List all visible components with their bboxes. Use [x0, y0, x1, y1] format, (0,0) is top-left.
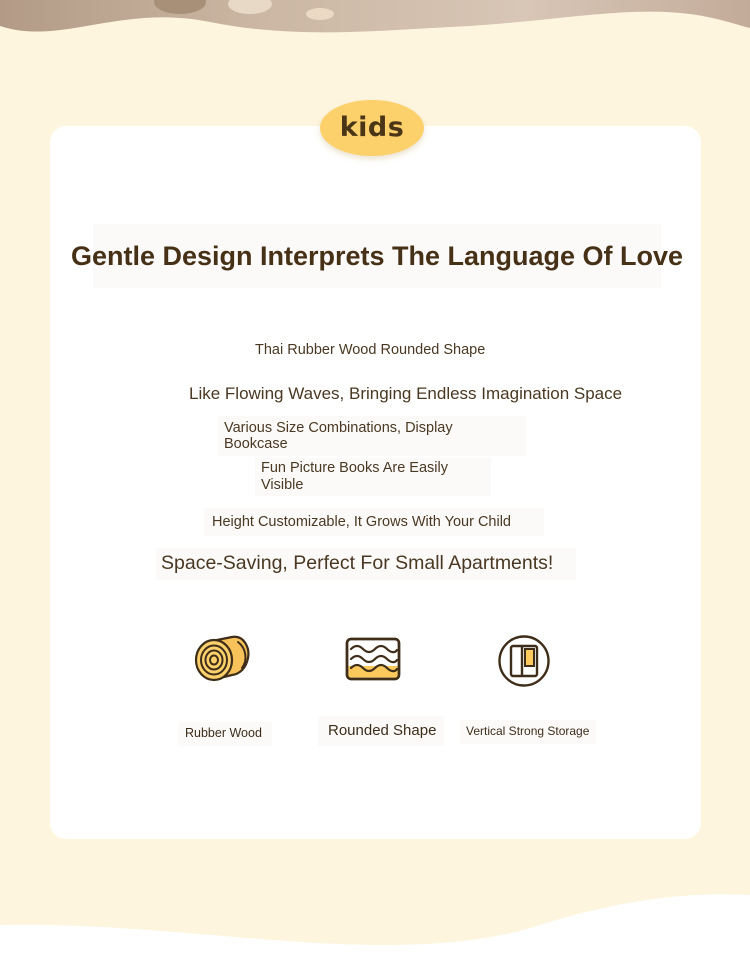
- feature-label-rounded-shape: [318, 716, 444, 746]
- feature-label-vertical-storage: [460, 720, 596, 744]
- bottom-wave: [0, 855, 750, 975]
- kids-badge-label: kids: [339, 111, 405, 143]
- vertical-storage-icon: [497, 634, 551, 688]
- top-photo-strip: [0, 0, 750, 60]
- description-line-3-text: Various Size Combinations, Display Bookcase: [224, 420, 453, 452]
- description-line-2: Like Flowing Waves, Bringing Endless Imagination Space: [189, 384, 623, 403]
- description-line-1: Thai Rubber Wood Rounded Shape: [255, 342, 486, 358]
- description-line-5: [204, 508, 544, 536]
- description-line-6-text: Space-Saving, Perfect For Small Apartments!: [161, 552, 554, 574]
- feature-label-rounded-shape-text: Rounded Shape: [328, 722, 437, 739]
- description-line-4: [255, 458, 491, 496]
- page-title: Gentle Design Interprets The Language Of Love: [93, 224, 661, 288]
- feature-label-rubber-wood-text: Rubber Wood: [185, 726, 262, 740]
- feature-label-rubber-wood: [178, 722, 272, 746]
- description-line-3: [218, 416, 526, 456]
- rounded-edge-icon: [345, 637, 401, 683]
- description-line-5-text: Height Customizable, It Grows With Your Child: [212, 514, 511, 530]
- wood-log-icon: [194, 634, 250, 686]
- description-line-6: [156, 548, 576, 580]
- kids-badge: [320, 100, 424, 156]
- feature-label-vertical-storage-text: Vertical Strong Storage: [466, 724, 590, 738]
- description-line-4-text: Fun Picture Books Are Easily Visible: [261, 460, 448, 493]
- top-photo-image: [0, 0, 750, 60]
